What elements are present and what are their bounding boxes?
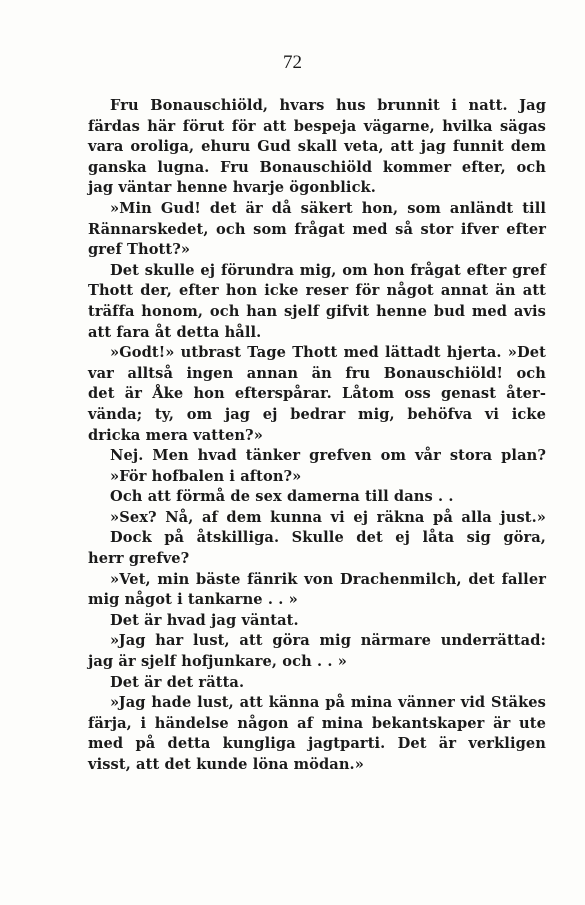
text-line: »För hofbalen i afton?» bbox=[110, 467, 302, 485]
text-line: färdas här förut för att bespeja vägarne, hvilka sägas bbox=[88, 117, 546, 135]
text-line: »Vet, min bäste fänrik von Drachenmilch, det faller bbox=[110, 570, 546, 588]
text-line: det är Åke hon efterspårar. Låtom oss genast åter- bbox=[88, 385, 546, 403]
text-line: Rännarskedet, och som frågat med så stor ifver efter bbox=[88, 220, 546, 238]
text-line: herr grefve? bbox=[88, 550, 190, 568]
text-line: färja, i händelse någon af mina bekantskaper är ute bbox=[88, 714, 546, 732]
page-number: 72 bbox=[283, 52, 302, 73]
text-line: vända; ty, om jag ej bedrar mig, behöfva vi icke bbox=[88, 405, 546, 423]
text-line: att fara åt detta håll. bbox=[88, 323, 262, 341]
text-line: jag är sjelf hofjunkare, och . . » bbox=[88, 653, 347, 671]
body-text bbox=[88, 96, 546, 776]
text-line: vara oroliga, ehuru Gud skall veta, att jag funnit dem bbox=[88, 138, 546, 156]
text-line: »Jag hade lust, att känna på mina vänner vid Stäkes bbox=[110, 694, 546, 712]
text-line: gref Thott?» bbox=[88, 241, 191, 259]
text-line: jag väntar henne hvarje ögonblick. bbox=[88, 179, 376, 197]
text-line: »Jag har lust, att göra mig närmare underrättad: bbox=[110, 632, 546, 650]
text-line: Fru Bonauschiöld, hvars hus brunnit i natt. Jag bbox=[110, 97, 546, 114]
text-line: Det är det rätta. bbox=[110, 673, 245, 691]
text-line: ganska lugna. Fru Bonauschiöld kommer efter, och bbox=[88, 158, 546, 176]
text-line: Det är hvad jag väntat. bbox=[110, 611, 299, 629]
text-line: mig något i tankarne . . » bbox=[88, 591, 298, 609]
text-line: »Godt!» utbrast Tage Thott med lättadt hjerta. »Det bbox=[110, 344, 546, 362]
text-line: träffa honom, och han sjelf gifvit henne bud med avis bbox=[88, 302, 546, 320]
text-line: visst, att det kunde löna mödan.» bbox=[88, 756, 364, 773]
text-line: med på detta kungliga jagtparti. Det är verkligen bbox=[88, 735, 546, 753]
text-line: Och att förmå de sex damerna till dans . . bbox=[110, 488, 454, 506]
text-line: Dock på åtskilliga. Skulle det ej låta sig göra, bbox=[110, 529, 546, 547]
text-line: »Sex? Nå, af dem kunna vi ej räkna på alla just.» bbox=[110, 508, 546, 526]
text-line: dricka mera vatten?» bbox=[88, 426, 263, 444]
text-line: Det skulle ej förundra mig, om hon frågat efter gref bbox=[110, 261, 546, 279]
text-line: »Min Gud! det är då säkert hon, som anländt till bbox=[110, 199, 546, 217]
text-line: Thott der, efter hon icke reser för något annat än att bbox=[88, 282, 546, 300]
text-line: Nej. Men hvad tänker grefven om vår stora plan? bbox=[110, 447, 546, 465]
text-line: var alltså ingen annan än fru Bonauschiöld! och bbox=[88, 364, 546, 382]
